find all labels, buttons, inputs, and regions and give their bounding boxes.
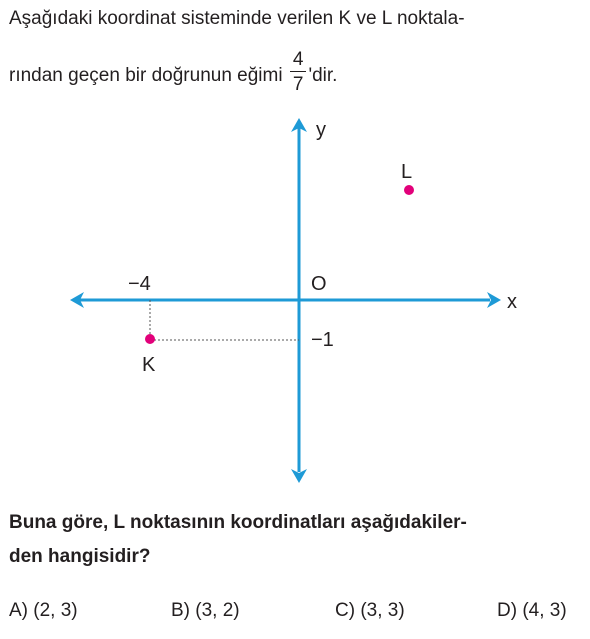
- option-c-letter: C): [335, 600, 356, 621]
- option-d-text: (4, 3): [522, 600, 567, 621]
- x-axis-label: x: [507, 291, 517, 313]
- option-a-letter: A): [9, 600, 28, 621]
- y-tick-label: −1: [311, 329, 334, 351]
- point-l: [404, 185, 414, 195]
- point-k: [145, 334, 155, 344]
- point-k-label: K: [142, 354, 156, 376]
- option-d[interactable]: [497, 600, 567, 622]
- question-line-1: Aşağıdaki koordinat sisteminde verilen K ve L noktala-: [9, 8, 465, 29]
- y-axis-label: y: [316, 119, 326, 141]
- option-a[interactable]: [9, 600, 78, 622]
- option-b-text: (3, 2): [195, 600, 240, 621]
- fraction-numerator: 4: [292, 49, 304, 70]
- option-a-text: (2, 3): [33, 600, 78, 621]
- fraction-denominator: 7: [292, 74, 304, 95]
- question-line-2-suffix: 'dir.: [308, 65, 338, 87]
- prompt-line-2: den hangisidir?: [9, 546, 151, 567]
- option-c-text: (3, 3): [360, 600, 405, 621]
- question-line-2-text: rından geçen bir doğrunun eğimi: [9, 65, 288, 87]
- option-c[interactable]: [335, 600, 405, 622]
- origin-label: O: [311, 273, 327, 295]
- x-tick-label: −4: [128, 273, 151, 295]
- option-b-letter: B): [171, 600, 190, 621]
- prompt-line-1: Buna göre, L noktasının koordinatları aşağıdakiler-: [9, 512, 467, 533]
- option-b[interactable]: [171, 600, 240, 622]
- option-d-letter: D): [497, 600, 518, 621]
- point-l-label: L: [401, 161, 413, 183]
